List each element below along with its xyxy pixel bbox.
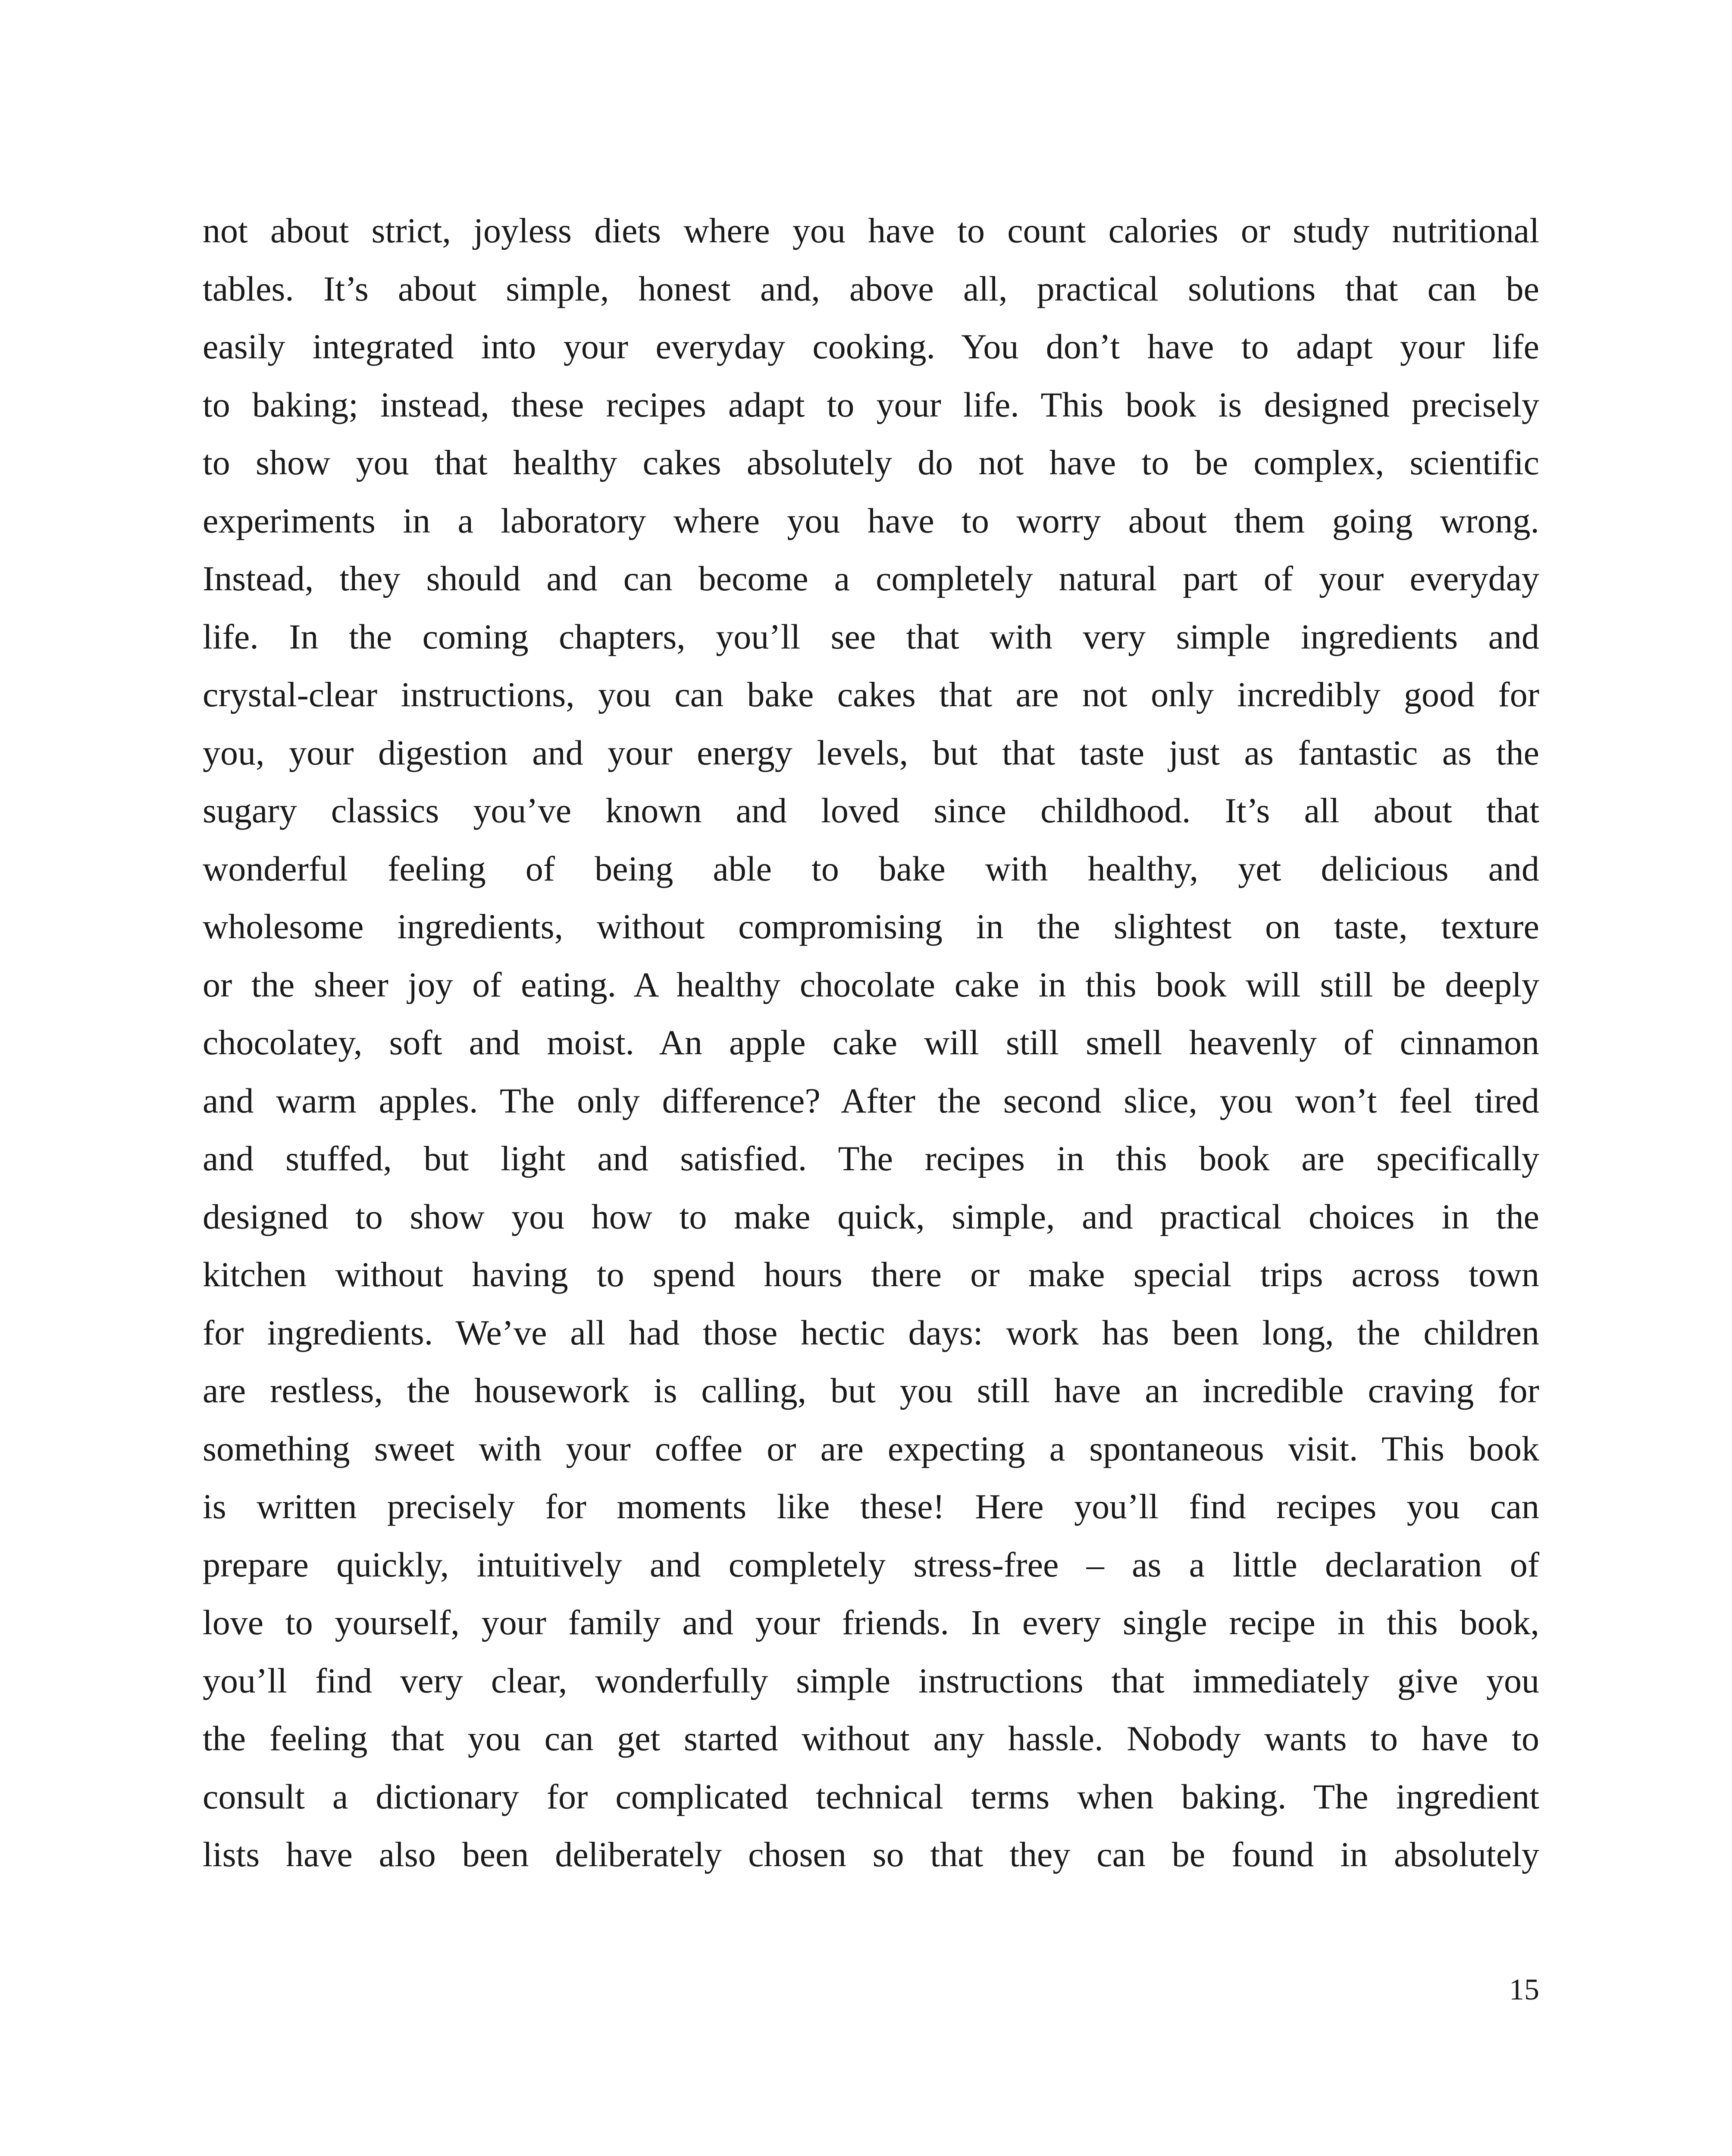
text-line: Instead, they should and can become a completely natural part of your everyday xyxy=(203,559,1539,598)
text-line: not about strict, joyless diets where you have to count calories or study nutritional xyxy=(203,211,1539,250)
text-line: or the sheer joy of eating. A healthy chocolate cake in this book will still be deeply xyxy=(203,965,1539,1004)
text-line: are restless, the housework is calling, but you still have an incredible craving for xyxy=(203,1371,1539,1410)
text-line: the feeling that you can get started without any hassle. Nobody wants to have to xyxy=(203,1719,1539,1758)
text-line: prepare quickly, intuitively and completely stress-free – as a little declaration of xyxy=(203,1545,1539,1584)
text-line: chocolatey, soft and moist. An apple cake will still smell heavenly of cinnamon xyxy=(203,1023,1539,1062)
text-line: kitchen without having to spend hours there or make special trips across town xyxy=(203,1255,1539,1294)
text-line: and stuffed, but light and satisfied. The recipes in this book are specifically xyxy=(203,1139,1539,1178)
text-line: wonderful feeling of being able to bake with healthy, yet delicious and xyxy=(203,849,1539,888)
text-line: you, your digestion and your energy levels, but that taste just as fantastic as the xyxy=(203,733,1539,772)
text-line: to show you that healthy cakes absolutely do not have to be complex, scientific xyxy=(203,443,1539,482)
text-line: experiments in a laboratory where you have to worry about them going wrong. xyxy=(203,501,1539,540)
body-text xyxy=(203,202,1539,1884)
text-line: love to yourself, your family and your friends. In every single recipe in this book, xyxy=(203,1603,1539,1642)
text-line: life. In the coming chapters, you’ll see that with very simple ingredients and xyxy=(203,617,1539,656)
text-line: and warm apples. The only difference? After the second slice, you won’t feel tired xyxy=(203,1081,1539,1120)
text-line: designed to show you how to make quick, simple, and practical choices in the xyxy=(203,1197,1539,1236)
text-line: is written precisely for moments like these! Here you’ll find recipes you can xyxy=(203,1487,1539,1526)
text-line: for ingredients. We’ve all had those hectic days: work has been long, the children xyxy=(203,1313,1539,1352)
text-line: wholesome ingredients, without compromising in the slightest on taste, texture xyxy=(203,907,1539,946)
text-line: to baking; instead, these recipes adapt to your life. This book is designed precisely xyxy=(203,385,1539,424)
page-number: 15 xyxy=(1509,1973,1539,2006)
text-line: crystal-clear instructions, you can bake cakes that are not only incredibly good for xyxy=(203,675,1539,714)
text-line: tables. It’s about simple, honest and, above all, practical solutions that can be xyxy=(203,269,1539,308)
text-line: you’ll find very clear, wonderfully simple instructions that immediately give you xyxy=(203,1661,1539,1700)
text-line: consult a dictionary for complicated technical terms when baking. The ingredient xyxy=(203,1777,1539,1816)
text-line: easily integrated into your everyday cooking. You don’t have to adapt your life xyxy=(203,327,1539,366)
text-line: sugary classics you’ve known and loved since childhood. It’s all about that xyxy=(203,791,1539,830)
text-line: something sweet with your coffee or are expecting a spontaneous visit. This book xyxy=(203,1429,1539,1468)
text-line: lists have also been deliberately chosen so that they can be found in absolutely xyxy=(203,1835,1539,1874)
